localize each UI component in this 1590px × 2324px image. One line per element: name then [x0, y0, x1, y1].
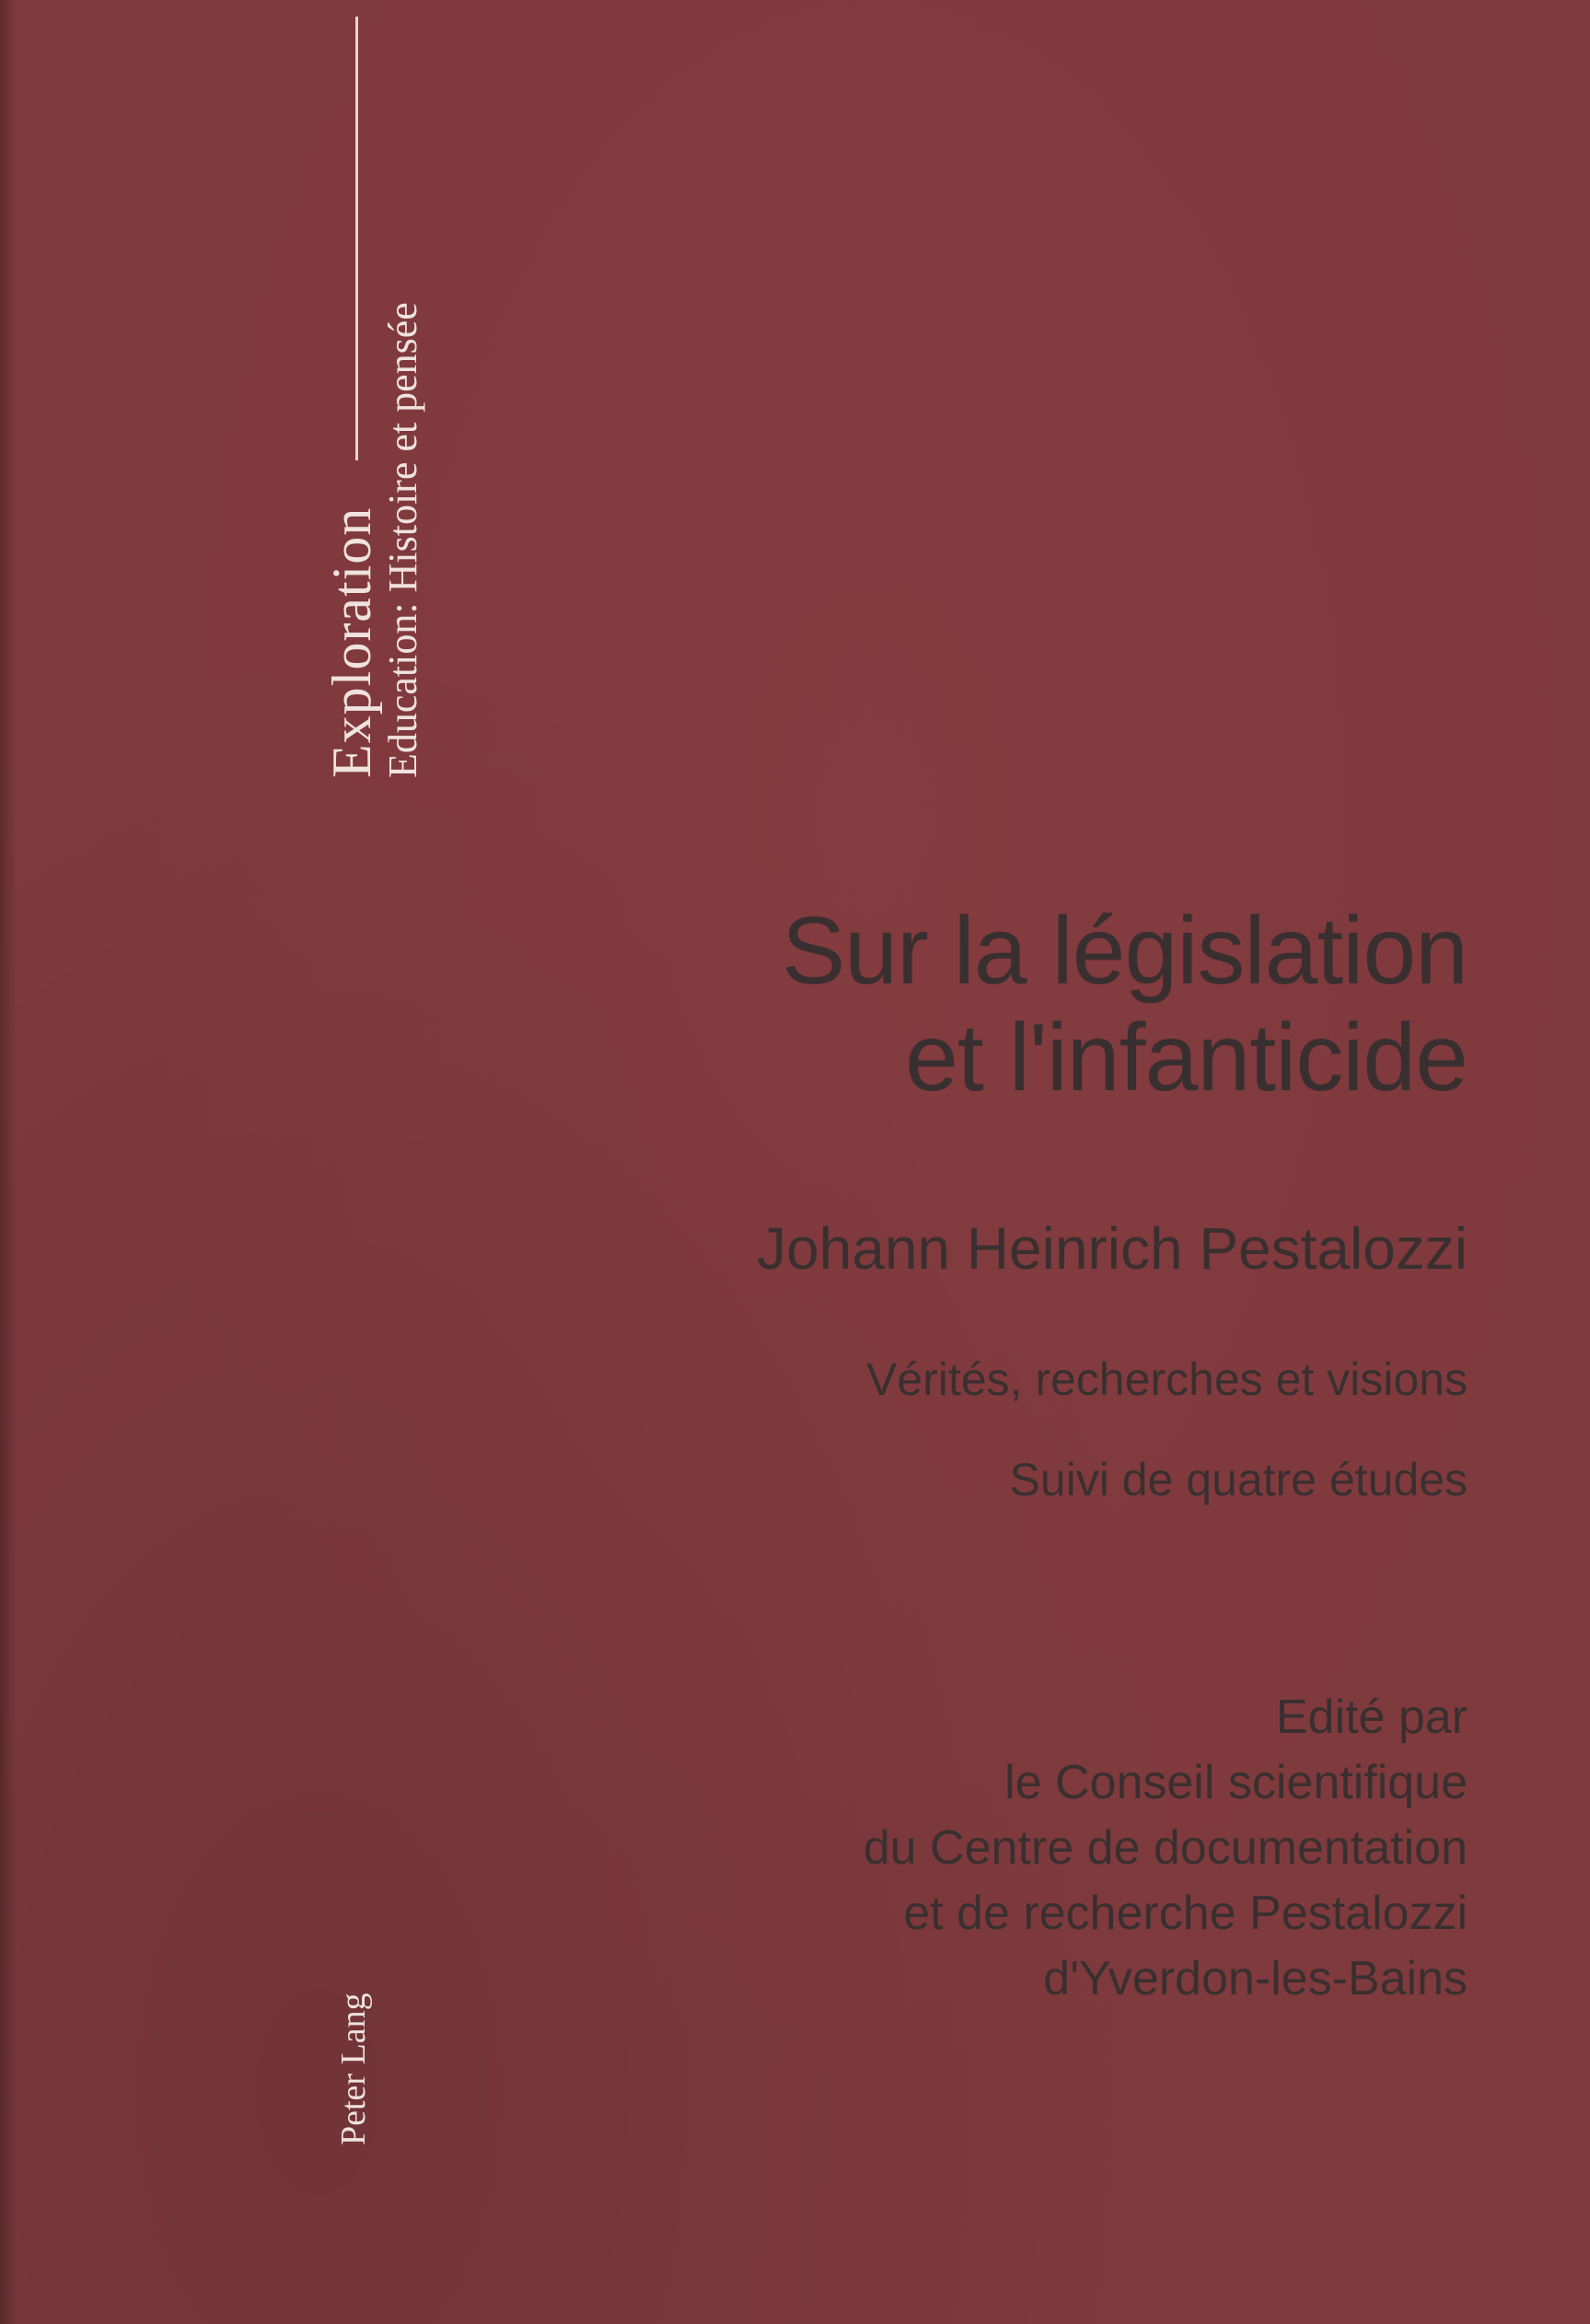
- editors-line: Edité par: [1275, 1691, 1468, 1744]
- book-title-line: Sur la législation: [781, 898, 1468, 1005]
- book-subtitle: Vérités, recherches et visions: [865, 1354, 1468, 1405]
- publisher-name: Peter Lang: [334, 1993, 373, 2145]
- book-supplement: Suivi de quatre études: [1009, 1454, 1468, 1505]
- book-title: [782, 898, 1468, 1111]
- editors-line: d'Yverdon-les-Bains: [1043, 1952, 1468, 2005]
- editors-line: et de recherche Pestalozzi: [903, 1887, 1468, 1940]
- series-title: Exploration: [321, 506, 382, 778]
- book-editors: [864, 1685, 1468, 2012]
- editors-line: le Conseil scientifique: [1004, 1756, 1468, 1809]
- series-subtitle: Education: Histoire et pensée: [380, 302, 425, 778]
- book-title-line: et l'infanticide: [905, 1005, 1468, 1111]
- editors-line: du Centre de documentation: [863, 1821, 1468, 1875]
- book-author: Johann Heinrich Pestalozzi: [757, 1215, 1468, 1282]
- spine-shadow: [0, 0, 17, 2324]
- series-rule: [355, 17, 358, 460]
